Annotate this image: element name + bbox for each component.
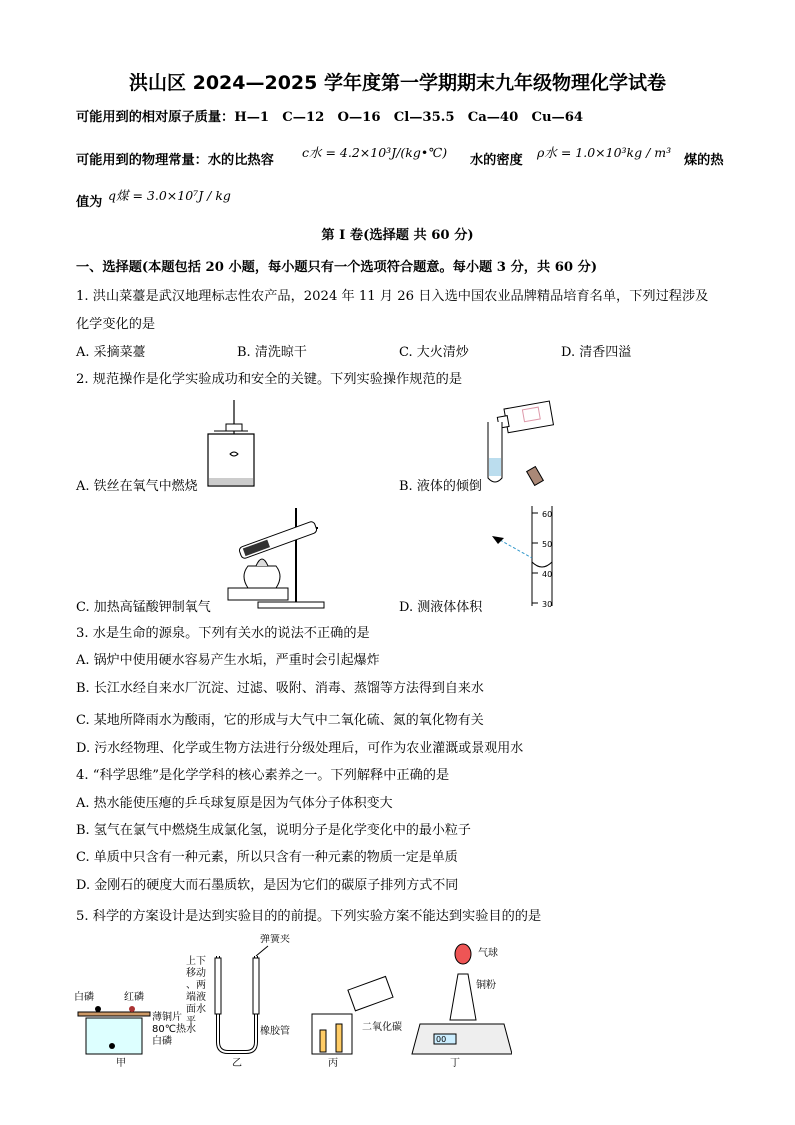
q1-option-d: D. 清香四溢: [561, 345, 632, 360]
label-bing: 丙: [328, 1058, 338, 1069]
experiment-bing: [312, 976, 402, 1069]
label-co2: 二氧化碳: [362, 1022, 402, 1033]
atomic-mass-line: 可能用到的相对原子质量：H—1 C—12 O—16 Cl—35.5 Ca—40 Cu—64: [76, 110, 584, 125]
q4-option-a: A. 热水能使压瘪的乒乓球复原是因为气体分子体积变大: [76, 796, 393, 811]
q3-option-d: D. 污水经物理、化学或生物方法进行分级处理后，可作为农业灌溉或景观用水: [76, 741, 524, 756]
q3-option-a: A. 锅炉中使用硬水容易产生水垢，严重时会引起爆炸: [76, 653, 380, 668]
iron-wire-burning-figure: [200, 398, 260, 494]
section-instruction: 一、选择题(本题包括 20 小题，每小题只有一个选项符合题意。每小题 3 分，共 60 分): [76, 260, 598, 275]
measure-volume-figure: [488, 504, 568, 608]
density-prefix: 水的密度: [470, 153, 523, 168]
q4-option-c: C. 单质中只含有一种元素，所以只含有一种元素的物质一定是单质: [76, 850, 458, 865]
label-balloon: 气球: [478, 948, 498, 959]
q5-experiments-figure: [72, 934, 512, 1070]
label-hot-water: 80℃热水: [152, 1024, 196, 1035]
label-spring-clip: 弹簧夹: [260, 934, 290, 945]
physics-const-prefix: 可能用到的物理常量：水的比热容: [76, 153, 274, 168]
q2-option-c: C. 加热高锰酸钾制氧气: [76, 600, 211, 615]
note-4: 端液: [186, 992, 206, 1003]
section-title: 第 I 卷(选择题 共 60 分): [321, 228, 474, 243]
coal-prefix: 煤的热: [684, 153, 724, 168]
experiment-ding: [412, 944, 512, 1069]
cylinder-tick-30: 30: [542, 600, 553, 608]
exam-title: 洪山区 2024—2025 学年度第一学期期末九年级物理化学试卷: [129, 72, 666, 94]
label-white-p-bottom: 白磷: [152, 1036, 172, 1047]
label-jia: 甲: [116, 1058, 126, 1069]
note-2: 移动: [186, 968, 206, 979]
note-1: 上下: [186, 956, 206, 967]
label-white-p-top: 白磷: [74, 992, 94, 1003]
scale-display: 00: [436, 1035, 447, 1044]
q3-option-c: C. 某地所降雨水为酸雨，它的形成与大气中二氧化硫、氮的氧化物有关: [76, 713, 484, 728]
liquid-pouring-figure: [484, 398, 556, 490]
note-3: 、两: [186, 980, 206, 991]
q2-option-a: A. 铁丝在氧气中燃烧: [76, 479, 198, 494]
kmno4-heating-figure: [218, 500, 328, 612]
q4-option-d: D. 金刚石的硬度大而石墨质软，是因为它们的碳原子排列方式不同: [76, 878, 459, 893]
q1-option-b: B. 清洗晾干: [237, 345, 307, 360]
q1-stem-line2: 化学变化的是: [76, 317, 156, 332]
experiment-jia: [74, 990, 196, 1069]
q4-stem: 4. “科学思维”是化学学科的核心素养之一。下列解释中正确的是: [76, 768, 450, 783]
label-copper-powder: 铜粉: [476, 980, 496, 991]
q5-stem: 5. 科学的方案设计是达到实验目的的前提。下列实验方案不能达到实验目的的是: [76, 909, 542, 924]
cylinder-tick-60: 60: [542, 510, 553, 519]
label-copper-sheet: 薄铜片: [152, 1012, 182, 1023]
experiment-yi: [186, 934, 290, 1069]
q1-stem-line1: 1. 洪山菜薹是武汉地理标志性农产品，2024 年 11 月 26 日入选中国农业品牌精品培育名单，下列过程涉及: [76, 289, 709, 304]
cylinder-tick-50: 50: [542, 540, 553, 549]
cylinder-tick-40: 40: [542, 570, 553, 579]
q1-option-a: A. 采摘菜薹: [76, 345, 146, 360]
heat-value-prefix: 值为: [76, 195, 103, 210]
note-5: 面水: [186, 1004, 206, 1015]
label-red-p: 红磷: [124, 992, 144, 1003]
specific-heat-formula: c水 = 4.2×10³J/(kg•℃): [302, 145, 448, 160]
coal-heat-formula: q煤 = 3.0×10⁷J / kg: [108, 188, 231, 203]
q2-stem: 2. 规范操作是化学实验成功和安全的关键。下列实验操作规范的是: [76, 372, 463, 387]
q3-option-b: B. 长江水经自来水厂沉淀、过滤、吸附、消毒、蒸馏等方法得到自来水: [76, 681, 484, 696]
q1-option-c: C. 大火清炒: [399, 345, 469, 360]
q4-option-b: B. 氢气在氯气中燃烧生成氯化氢，说明分子是化学变化中的最小粒子: [76, 823, 471, 838]
density-formula: ρ水 = 1.0×10³kg / m³: [537, 145, 672, 160]
label-yi: 乙: [232, 1058, 242, 1069]
q2-option-b: B. 液体的倾倒: [399, 479, 482, 494]
note-6: 平: [186, 1016, 196, 1027]
q3-stem: 3. 水是生命的源泉。下列有关水的说法不正确的是: [76, 626, 370, 641]
q2-option-d: D. 测液体体积: [399, 600, 483, 615]
label-ding: 丁: [450, 1058, 460, 1069]
label-rubber-tube: 橡胶管: [260, 1026, 290, 1037]
